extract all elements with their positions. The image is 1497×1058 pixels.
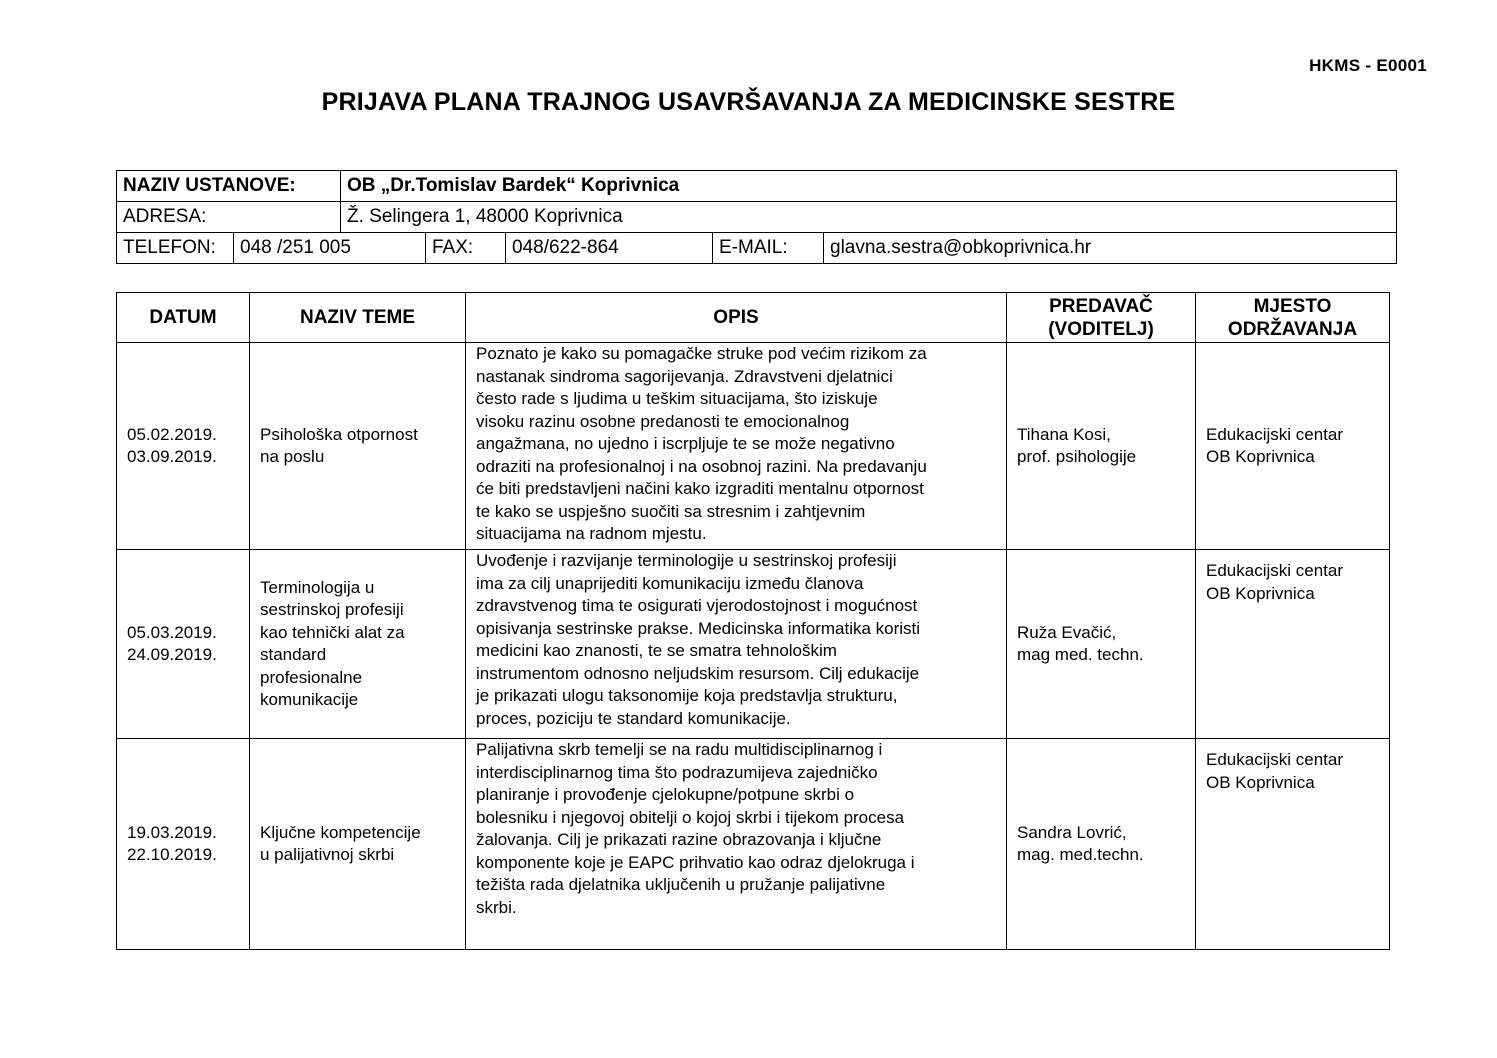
date-line: 22.10.2019. [127, 845, 217, 864]
institution-name-label: NAZIV USTANOVE: [117, 171, 341, 202]
description-line: odraziti na profesionalnoj i na osobnoj razini. Na predavanju [476, 456, 927, 476]
description-cell [466, 343, 1007, 550]
place-line: Edukacijski centar [1206, 750, 1344, 769]
topic-line: Psihološka otpornost [260, 424, 418, 444]
topic-line: profesionalne [260, 667, 363, 687]
description-line: zdravstvenog tima te osigurati vjerodostojnost i mogućnost [476, 596, 918, 615]
description-line: bolesniku i njegovoj obitelji o kojoj skrbi i tijekom procesa [476, 807, 905, 827]
address-label: ADRESA: [117, 202, 341, 233]
topic-line: sestrinskoj profesiji [260, 600, 404, 619]
description-line: žalovanja. Cilj je prikazati razine obrazovanja i ključne [476, 830, 882, 849]
place-line: Edukacijski centar [1206, 561, 1344, 580]
date-line: 05.02.2019. [127, 424, 217, 444]
form-code: HKMS - E0001 [1309, 56, 1427, 75]
description-line: je prikazati ulogu taksonomije koja predstavlja strukturu, [476, 686, 898, 705]
topic-cell [250, 343, 466, 550]
description-line: te kako se uspješno suočiti sa stresnim i zahtjevnim [476, 501, 866, 521]
topic-line: Ključne kompetencije [260, 822, 421, 842]
date-line: 19.03.2019. [127, 822, 217, 842]
institution-table [116, 170, 1397, 264]
topic-line: komunikacije [260, 690, 359, 709]
header-date: DATUM [117, 293, 250, 343]
topic-cell [250, 739, 466, 950]
lecturer-line: mag. med.techn. [1017, 845, 1144, 864]
date-cell [117, 739, 250, 950]
description-line: planiranje i provođenje cjelokupne/potpune skrbi o [476, 785, 855, 804]
place-line: OB Koprivnica [1206, 583, 1315, 603]
page-title: PRIJAVA PLANA TRAJNOG USAVRŠAVANJA ZA MEDICINSKE SESTRE [321, 88, 1176, 116]
place-cell [1196, 550, 1390, 739]
description-line: Palijativna skrb temelji se na radu multidisciplinarnog i [476, 740, 883, 759]
description-line: često rade s ljudima u teškim situacijama, što iziskuje [476, 389, 878, 408]
description-line: situacijama na radnom mjestu. [476, 524, 707, 543]
email-value: glavna.sestra@obkoprivnica.hr [824, 233, 1397, 264]
institution-name-row [117, 171, 1397, 202]
header-place [1196, 293, 1390, 343]
description-line: komponente koje je EAPC prihvatio kao odraz djelokruga i [476, 852, 915, 872]
header-lecturer-line1: PREDAVAČ [1049, 295, 1153, 317]
place-line: OB Koprivnica [1206, 772, 1315, 792]
topic-line: Terminologija u [260, 577, 375, 597]
table-row [117, 739, 1390, 950]
description-line: Poznato je kako su pomagačke struke pod većim rizikom za [476, 344, 927, 363]
date-line: 05.03.2019. [127, 622, 217, 642]
description-line: angažmana, no ujedno i iscrpljuje te se može negativno [476, 434, 895, 453]
place-line: Edukacijski centar [1206, 424, 1344, 444]
topic-line: na poslu [260, 447, 325, 466]
lecturer-cell [1007, 550, 1196, 739]
description-line: opisivanja sestrinske prakse. Medicinska informatika koristi [476, 618, 921, 638]
education-plan-table [116, 292, 1390, 950]
description-line: skrbi. [476, 897, 517, 917]
topic-line: u palijativnoj skrbi [260, 845, 395, 864]
topic-cell [250, 550, 466, 739]
description-line: visoku razinu osobne predanosti te emocionalnog [476, 411, 850, 431]
lecturer-line: prof. psihologije [1017, 447, 1137, 466]
lecturer-cell [1007, 343, 1196, 550]
fax-value: 048/622-864 [506, 233, 713, 264]
header-lecturer-line2: (VODITELJ) [1048, 318, 1154, 340]
lecturer-cell [1007, 739, 1196, 950]
email-label: E-MAIL: [713, 233, 824, 264]
description-line: medicini kao znanosti, te se smatra tehnološkim [476, 641, 837, 660]
description-line: Uvođenje i razvijanje terminologije u sestrinskoj profesiji [476, 551, 897, 570]
place-line: OB Koprivnica [1206, 447, 1315, 466]
topic-line: kao tehnički alat za [260, 622, 405, 642]
date-line: 03.09.2019. [127, 447, 217, 466]
header-place-line1: MJESTO [1253, 295, 1332, 317]
description-line: interdisciplinarnog tima što podrazumijeva zajedničko [476, 762, 878, 782]
lecturer-line: Tihana Kosi, [1017, 424, 1111, 444]
date-cell [117, 343, 250, 550]
place-cell [1196, 739, 1390, 950]
date-line: 24.09.2019. [127, 645, 217, 664]
institution-contact-row [117, 233, 1397, 264]
lecturer-line: Sandra Lovrić, [1017, 822, 1127, 842]
lecturer-line: Ruža Evačić, [1017, 622, 1117, 642]
header-topic: NAZIV TEME [250, 293, 466, 343]
institution-name-value: OB „Dr.Tomislav Bardek“ Koprivnica [341, 171, 1397, 202]
description-line: težišta rada djelatnika uključenih u pružanje palijativne [476, 875, 886, 894]
header-place-line2: ODRŽAVANJA [1227, 318, 1358, 340]
phone-label: TELEFON: [117, 233, 234, 264]
description-cell [466, 739, 1007, 950]
institution-address-row [117, 202, 1397, 233]
description-line: instrumentom odnosno neljudskim resursom. Cilj edukacije [476, 663, 920, 683]
header-row [117, 293, 1390, 343]
table-row [117, 343, 1390, 550]
description-cell [466, 550, 1007, 739]
plan-body [117, 343, 1390, 950]
place-cell [1196, 343, 1390, 550]
lecturer-line: mag med. techn. [1017, 645, 1144, 664]
description-line: će biti predstavljeni načini kako izgraditi mentalnu otpornost [476, 479, 924, 498]
phone-value: 048 /251 005 [234, 233, 426, 264]
date-cell [117, 550, 250, 739]
topic-line: standard [260, 645, 327, 664]
header-description: OPIS [466, 293, 1007, 343]
header-lecturer [1007, 293, 1196, 343]
description-line: ima za cilj unaprijediti komunikaciju između članova [476, 573, 864, 593]
table-row [117, 550, 1390, 739]
fax-label: FAX: [426, 233, 506, 264]
address-value: Ž. Selingera 1, 48000 Koprivnica [341, 202, 1397, 233]
description-line: nastanak sindroma sagorijevanja. Zdravstveni djelatnici [476, 366, 893, 386]
description-line: proces, poziciju te standard komunikacije. [476, 708, 791, 728]
